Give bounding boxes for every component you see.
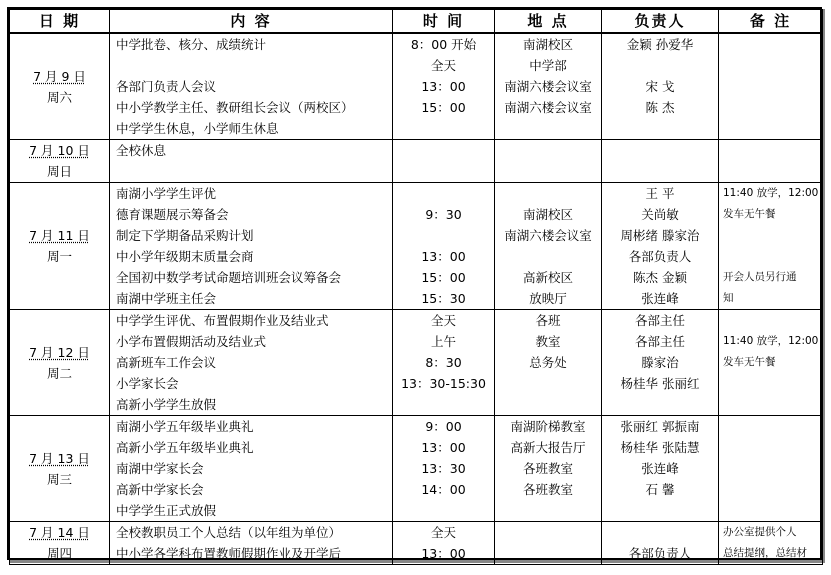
time-cell [393,183,495,310]
owner-line: 关尚敏 [641,207,679,222]
note-line [723,140,822,161]
owner-line: 周彬绪 滕家治 [620,228,700,243]
place-line: 各班教室 [522,482,573,497]
note-line [723,246,822,267]
place-cell [495,183,602,310]
schedule-row [10,33,823,140]
note-cell [719,416,823,522]
schedule-table-frame [7,7,822,560]
note-cell [719,183,823,310]
time-line: 全天 [430,313,456,328]
owner-cell [602,33,719,140]
date-label: 7 月 12 日 [29,344,90,360]
schedule-row [10,183,823,310]
note-line [723,458,822,479]
date-label: 7 月 10 日 [29,143,90,158]
time-cell [393,310,495,416]
content-line: 高新小学五年级毕业典礼 [116,440,254,455]
note-line: 办公室提供个人 [723,526,797,538]
owner-line: 张丽红 郭振南 [620,419,700,434]
content-cell [110,522,393,565]
date-cell [10,522,110,565]
weekday-label: 周六 [46,89,72,105]
weekday-label: 周一 [46,249,72,264]
header-time: 时 间 [393,10,495,34]
time-line: 8：00 开始 [410,37,477,52]
time-line: 13：00 [421,546,466,561]
note-line [723,500,822,521]
place-line [495,373,601,394]
date-cell [10,140,110,183]
time-cell [393,522,495,565]
content-line: 小学布置假期活动及结业式 [116,334,267,349]
content-line: 高新小学学生放假 [116,397,217,412]
owner-line: 各部负责人 [628,546,692,561]
note-line [723,416,822,437]
owner-line: 滕家治 [641,355,679,370]
note-cell [719,33,823,140]
time-cell [393,416,495,522]
time-line [393,394,494,415]
place-line: 高新大报告厅 [510,440,586,455]
time-line: 15：00 [421,270,466,285]
owner-line: 王 平 [645,186,675,201]
time-line: 9：30 [425,207,462,222]
time-line [393,118,494,139]
owner-line [602,118,718,139]
place-line [495,183,601,204]
place-line [495,161,601,182]
content-line: 中小学各学科布置教师假期作业及开学后 [116,546,342,561]
time-line: 13：30 [421,461,466,476]
place-line: 中学部 [529,58,567,73]
date-cell [10,33,110,140]
note-line: 发车无午餐 [723,356,776,368]
weekday-label: 周四 [46,546,72,561]
place-line: 各班教室 [522,461,573,476]
time-line: 8：30 [425,355,462,370]
note-line [723,479,822,500]
owner-line: 杨桂华 张陆慧 [620,440,700,455]
schedule-table [9,9,823,565]
content-line: 中学学生正式放假 [116,503,217,518]
content-line [116,55,392,76]
note-line [723,55,822,76]
content-line: 高新班车工作会议 [116,355,217,370]
time-line: 13：00 [421,79,466,94]
place-line: 放映厅 [529,291,567,306]
content-line: 南湖小学学生评优 [116,186,217,201]
time-line [393,225,494,246]
content-line: 南湖小学五年级毕业典礼 [116,419,254,434]
header-note: 备 注 [719,10,823,34]
note-line: 知 [723,292,734,304]
owner-line [602,161,718,182]
place-line: 南湖校区 [522,37,573,52]
place-line [495,543,601,564]
time-line: 13：00 [421,440,466,455]
note-line: 总结提纲，总结材 [723,547,807,559]
place-line [495,500,601,521]
place-line: 南湖六楼会议室 [504,228,592,243]
content-cell [110,310,393,416]
date-label: 7 月 11 日 [29,228,90,243]
owner-cell [602,522,719,565]
schedule-row [10,416,823,522]
content-line: 制定下学期备品采购计划 [116,228,254,243]
content-line: 全校休息 [116,143,167,158]
time-line: 13：00 [421,249,466,264]
schedule-row [10,140,823,183]
content-line: 小学家长会 [116,376,179,391]
owner-line: 石 馨 [645,482,675,497]
owner-line: 金颖 孙爱华 [626,37,694,52]
place-cell [495,310,602,416]
place-line: 各班 [535,313,561,328]
content-cell [110,140,393,183]
time-line: 9：00 [425,419,462,434]
header-date: 日 期 [10,10,110,34]
note-line [723,437,822,458]
owner-line: 各部负责人 [628,249,692,264]
date-cell [10,416,110,522]
owner-line: 各部主任 [634,334,685,349]
note-line: 发车无午餐 [723,208,776,220]
owner-line: 杨桂华 张丽红 [620,376,700,391]
time-line: 上午 [430,334,456,349]
time-line [393,161,494,182]
date-label: 7 月 14 日 [29,525,90,540]
place-line [495,522,601,543]
owner-line: 宋 戈 [645,79,675,94]
note-line [723,225,822,246]
time-line [393,183,494,204]
note-line: 11:40 放学，12:00 [723,187,819,199]
owner-cell [602,183,719,310]
owner-line [602,394,718,415]
content-line: 德育课题展示筹备会 [116,207,229,222]
owner-line: 张连峰 [641,291,679,306]
content-line: 中学学生评优、布置假期作业及结业式 [116,313,329,328]
content-cell [110,183,393,310]
time-line [393,500,494,521]
header-owner: 负责人 [602,10,719,34]
time-line: 全天 [430,58,456,73]
place-line: 南湖阶梯教室 [510,419,586,434]
place-cell [495,140,602,183]
owner-line [602,55,718,76]
time-line: 14：00 [421,482,466,497]
content-line: 中学学生休息，小学师生休息 [116,121,279,136]
place-cell [495,522,602,565]
time-cell [393,33,495,140]
weekday-label: 周日 [46,164,72,179]
time-cell [393,140,495,183]
note-line [723,394,822,415]
time-line: 全天 [430,525,456,540]
content-line: 中小学教学主任、教研组长会议（两校区） [116,100,354,115]
place-line [495,140,601,161]
note-line [723,118,822,139]
place-line [495,118,601,139]
header-place: 地 点 [495,10,602,34]
owner-cell [602,310,719,416]
place-line: 南湖六楼会议室 [504,79,592,94]
place-cell [495,33,602,140]
date-label: 7 月 9 日 [33,68,86,84]
date-label: 7 月 13 日 [29,450,90,466]
content-cell [110,33,393,140]
content-line: 南湖中学班主任会 [116,291,217,306]
place-line [495,394,601,415]
owner-line: 陈 杰 [645,100,675,115]
note-line [723,161,822,182]
weekday-label: 周二 [46,365,72,381]
note-line [723,373,822,394]
note-cell [719,522,823,565]
note-line [723,76,822,97]
content-line: 中小学年级期末质量会商 [116,249,254,264]
time-line [393,140,494,161]
place-line: 总务处 [529,355,567,370]
content-line: 全国初中数学考试命题培训班会议筹备会 [116,270,342,285]
owner-line [602,522,718,543]
time-line: 13：30-15:30 [401,376,486,391]
owner-cell [602,416,719,522]
owner-cell [602,140,719,183]
owner-line: 陈杰 金颖 [633,270,687,285]
note-cell [719,140,823,183]
owner-line [602,140,718,161]
content-line: 全校教职员工个人总结（以年组为单位） [116,525,342,540]
date-cell [10,183,110,310]
place-line: 高新校区 [522,270,573,285]
content-line: 各部门负责人会议 [116,79,217,94]
content-line [116,161,392,182]
place-line: 南湖六楼会议室 [504,100,592,115]
note-line: 开会人员另行通 [723,271,797,283]
weekday-label: 周三 [46,471,72,487]
header-row [10,10,823,34]
schedule-row [10,522,823,565]
time-line: 15：30 [421,291,466,306]
owner-line: 张连峰 [641,461,679,476]
note-line: 11:40 放学，12:00 [723,335,819,347]
note-line [723,97,822,118]
date-cell [10,310,110,416]
content-cell [110,416,393,522]
place-line: 南湖校区 [522,207,573,222]
time-line: 15：00 [421,100,466,115]
content-line: 南湖中学家长会 [116,461,204,476]
place-cell [495,416,602,522]
place-line [495,246,601,267]
header-content: 内 容 [110,10,393,34]
note-cell [719,310,823,416]
note-line [723,34,822,55]
content-line: 中学批卷、核分、成绩统计 [116,37,267,52]
place-line: 教室 [535,334,561,349]
note-line [723,310,822,331]
owner-line [602,500,718,521]
content-line: 高新中学家长会 [116,482,204,497]
owner-line: 各部主任 [634,313,685,328]
schedule-row [10,310,823,416]
